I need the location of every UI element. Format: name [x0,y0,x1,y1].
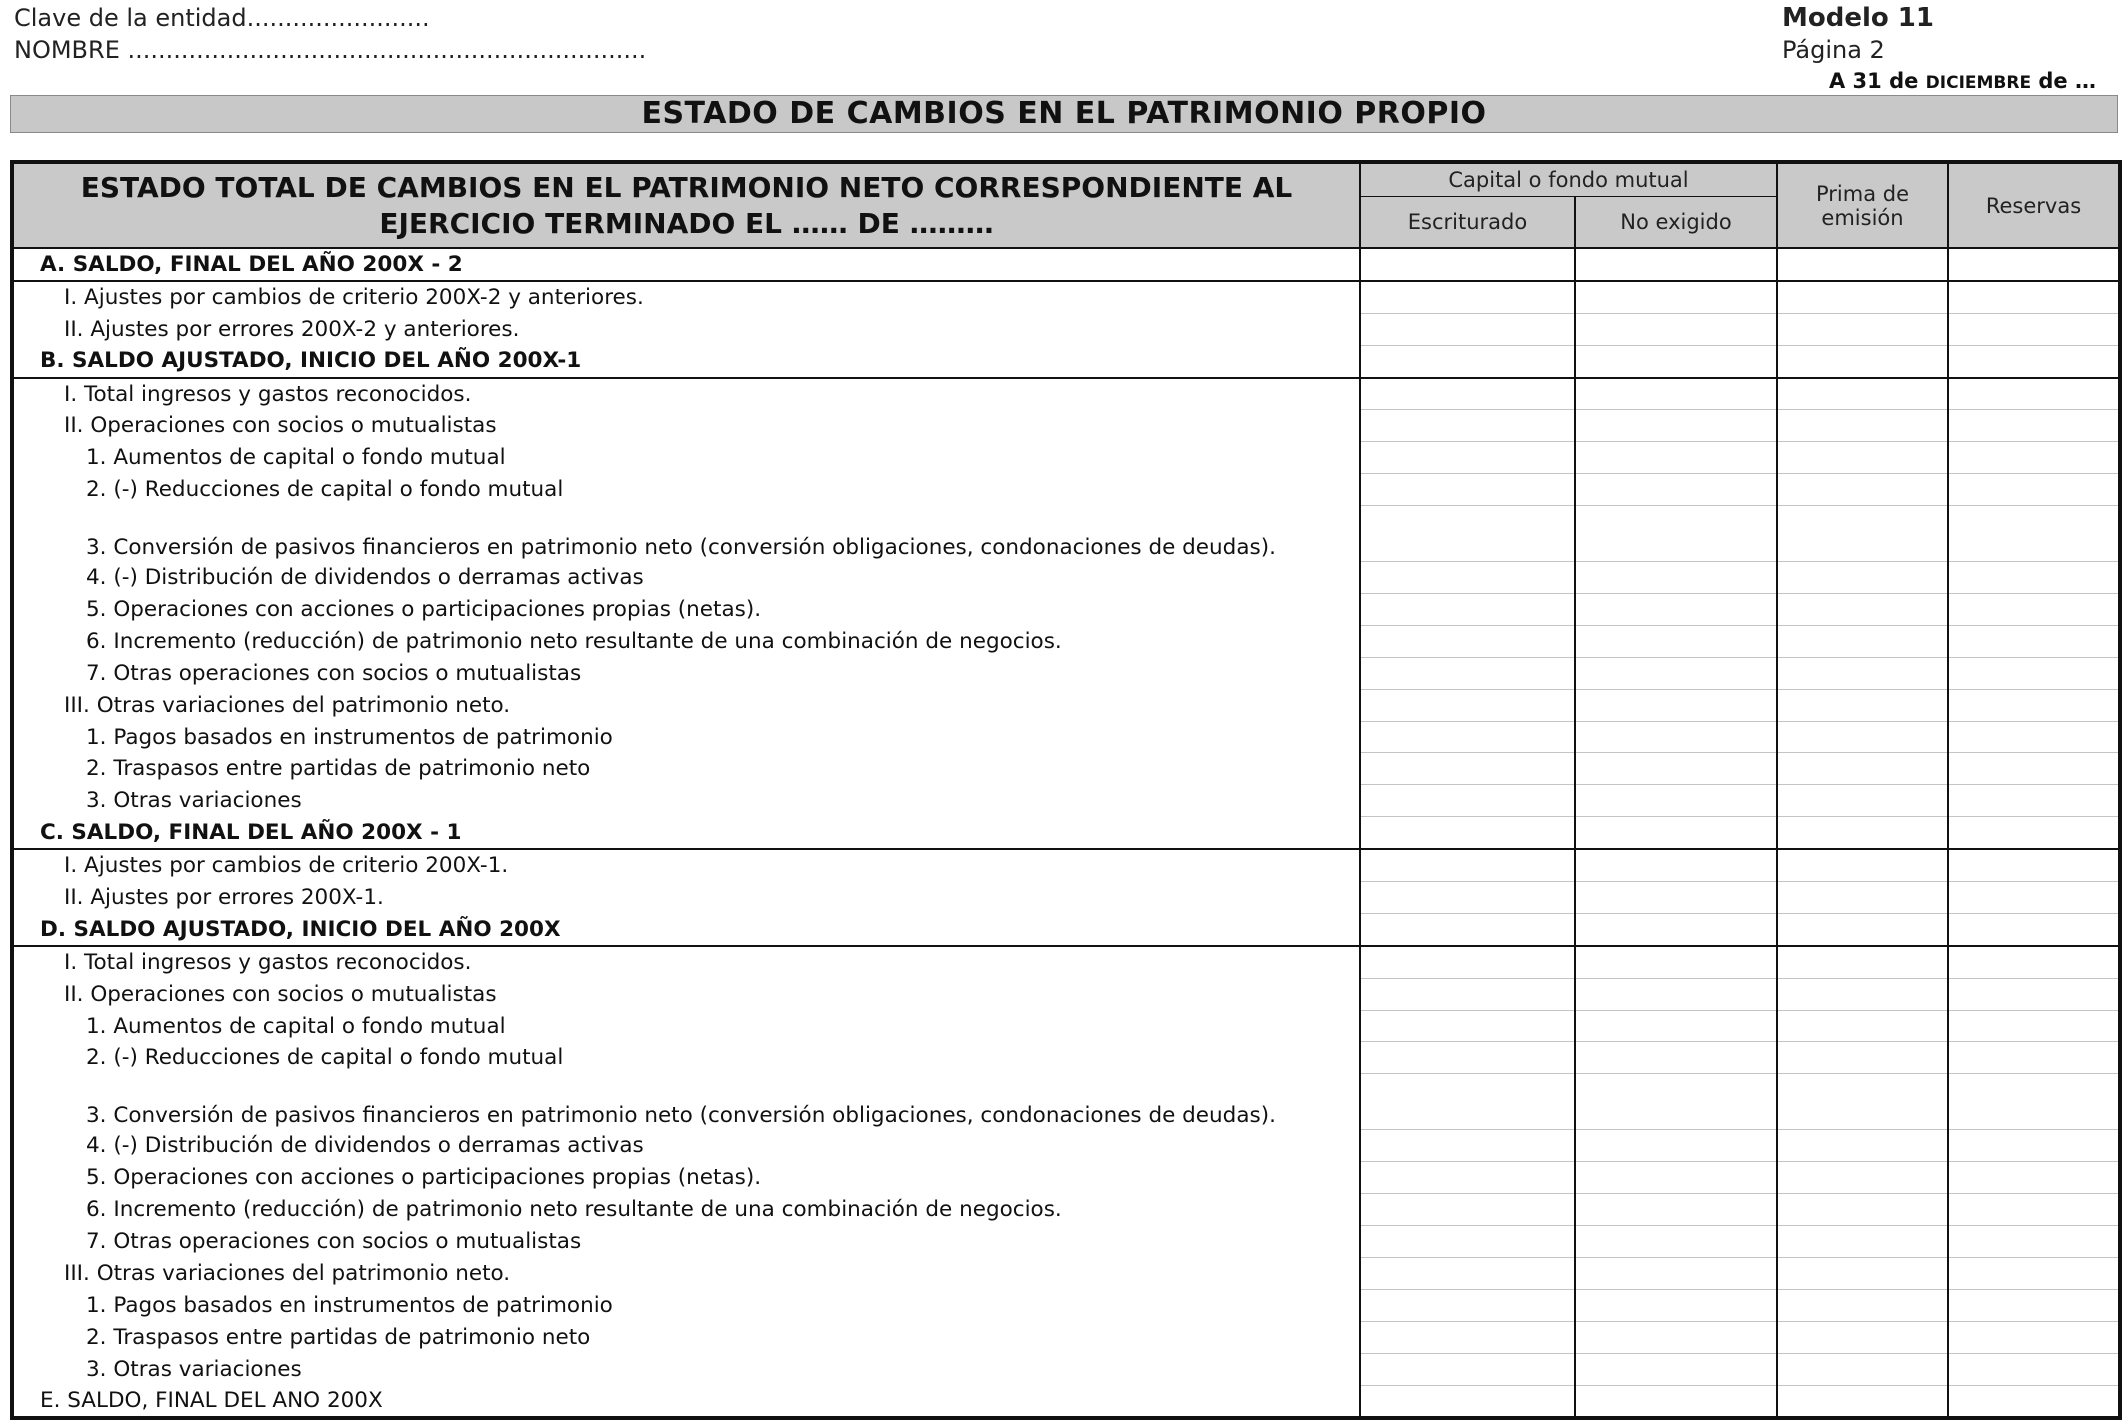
no-exigido-cell[interactable] [1575,1074,1777,1130]
row-label: 2. (-) Reducciones de capital o fondo mutual [86,477,564,503]
row-label: III. Otras variaciones del patrimonio neto. [64,692,511,718]
table-row [12,753,2120,785]
entity-header [14,2,646,66]
table-row [12,657,2120,689]
prima-emision-cell[interactable] [1777,474,1948,506]
reservas-cell[interactable] [1948,410,2120,442]
escriturado-cell[interactable] [1360,562,1575,594]
prima-emision-cell[interactable] [1777,1353,1948,1385]
no-exigido-cell[interactable] [1575,946,1777,978]
no-exigido-cell[interactable] [1575,913,1777,945]
row-label: 7. Otras operaciones con socios o mutualistas [86,660,582,686]
table-row [12,849,2120,881]
reservas-cell[interactable] [1948,562,2120,594]
prima-emision-cell[interactable] [1777,946,1948,978]
no-exigido-cell[interactable] [1575,689,1777,721]
escriturado-cell[interactable] [1360,785,1575,817]
row-label: 5. Operaciones con acciones o participaciones propias (netas). [86,1165,762,1191]
escriturado-cell[interactable] [1360,378,1575,410]
table-row [12,913,2120,945]
date-prefix: A 31 de [1828,69,1926,93]
prima-emision-cell[interactable] [1777,1194,1948,1226]
row-label: 4. (-) Distribución de dividendos o derramas activas [86,1133,644,1159]
section-row-label: D. SALDO AJUSTADO, INICIO DEL AÑO 200X [12,913,1360,945]
no-exigido-cell[interactable] [1575,1194,1777,1226]
prima-emision-cell[interactable] [1777,817,1948,849]
reservas-cell[interactable] [1948,1321,2120,1353]
row-label: 3. Otras variaciones [86,788,302,814]
row-label: II. Ajustes por errores 200X-2 y anteriores. [64,316,520,342]
table-row [12,1226,2120,1258]
row-label: 6. Incremento (reducción) de patrimonio neto resultante de una combinación de negocios. [86,628,1062,654]
no-exigido-cell[interactable] [1575,562,1777,594]
escriturado-cell[interactable] [1360,689,1575,721]
escriturado-cell[interactable] [1360,1321,1575,1353]
no-exigido-cell[interactable] [1575,1010,1777,1042]
reservas-cell[interactable] [1948,1385,2120,1418]
no-exigido-cell[interactable] [1575,1353,1777,1385]
reservas-header: Reservas [1948,162,2120,248]
no-exigido-cell[interactable] [1575,1130,1777,1162]
prima-emision-cell[interactable] [1777,1130,1948,1162]
reservas-cell[interactable] [1948,753,2120,785]
reservas-cell[interactable] [1948,1289,2120,1321]
reservas-cell[interactable] [1948,1130,2120,1162]
prima-emision-cell[interactable] [1777,849,1948,881]
no-exigido-cell[interactable] [1575,442,1777,474]
no-exigido-cell[interactable] [1575,849,1777,881]
escriturado-cell[interactable] [1360,345,1575,377]
escriturado-cell[interactable] [1360,1162,1575,1194]
table-row [12,378,2120,410]
escriturado-cell[interactable] [1360,313,1575,345]
escriturado-cell[interactable] [1360,721,1575,753]
reservas-cell[interactable] [1948,657,2120,689]
reservas-cell[interactable] [1948,1257,2120,1289]
table-row [12,1074,2120,1130]
escriturado-cell[interactable] [1360,248,1575,281]
prima-emision-cell[interactable] [1777,785,1948,817]
reservas-cell[interactable] [1948,281,2120,313]
escriturado-cell[interactable] [1360,594,1575,626]
table-row [12,1010,2120,1042]
table-row [12,882,2120,914]
no-exigido-cell[interactable] [1575,248,1777,281]
section-row-label: E. SALDO, FINAL DEL ANO 200X [40,1388,383,1414]
page-title: ESTADO DE CAMBIOS EN EL PATRIMONIO PROPIO [10,95,2118,133]
escriturado-cell[interactable] [1360,849,1575,881]
escriturado-header: Escriturado [1360,197,1575,249]
reservas-cell[interactable] [1948,849,2120,881]
reservas-cell[interactable] [1948,248,2120,281]
no-exigido-cell[interactable] [1575,474,1777,506]
reservas-cell[interactable] [1948,378,2120,410]
no-exigido-cell[interactable] [1575,410,1777,442]
report-date [1829,66,2096,98]
row-label: 6. Incremento (reducción) de patrimonio neto resultante de una combinación de negocios. [86,1197,1062,1223]
row-label: 3. Otras variaciones [86,1356,302,1382]
escriturado-cell[interactable] [1360,442,1575,474]
prima-emision-cell[interactable] [1777,594,1948,626]
date-month: DICIEMBRE [1925,73,2032,93]
reservas-cell[interactable] [1948,345,2120,377]
row-label: II. Operaciones con socios o mutualistas [64,413,497,439]
table-row [12,1194,2120,1226]
prima-emision-cell[interactable] [1777,1042,1948,1074]
prima-emision-cell[interactable] [1777,882,1948,914]
row-label: II. Ajustes por errores 200X-1. [64,884,384,910]
table-row [12,1321,2120,1353]
no-exigido-cell[interactable] [1575,1385,1777,1418]
prima-emision-cell[interactable] [1777,378,1948,410]
row-label: 7. Otras operaciones con socios o mutualistas [86,1228,582,1254]
nombre-label: NOMBRE .................................................................... [14,36,647,64]
table-body [12,248,2120,1418]
row-label: 3. Conversión de pasivos financieros en patrimonio neto (conversión obligaciones, condonaciones de deudas). [86,1102,1276,1128]
row-label: II. Operaciones con socios o mutualistas [64,981,497,1007]
modelo-label: Modelo 11 [1782,3,1934,33]
no-exigido-header: No exigido [1575,197,1777,249]
prima-emision-cell[interactable] [1777,1074,1948,1130]
row-label: 3. Conversión de pasivos financieros en patrimonio neto (conversión obligaciones, condonaciones de deudas). [86,534,1276,560]
escriturado-cell[interactable] [1360,882,1575,914]
prima-emision-cell[interactable] [1777,442,1948,474]
no-exigido-cell[interactable] [1575,313,1777,345]
no-exigido-cell[interactable] [1575,978,1777,1010]
prima-emision-cell[interactable] [1777,281,1948,313]
prima-emision-cell[interactable] [1777,1385,1948,1418]
row-label: 2. Traspasos entre partidas de patrimonio neto [86,756,591,782]
row-label: 4. (-) Distribución de dividendos o derramas activas [86,565,644,591]
no-exigido-cell[interactable] [1575,1226,1777,1258]
table-row [12,817,2120,849]
row-label: 5. Operaciones con acciones o participaciones propias (netas). [86,596,762,622]
clave-entidad-label: Clave de la entidad........................ [14,4,430,32]
escriturado-cell[interactable] [1360,1194,1575,1226]
table-row [12,1042,2120,1074]
escriturado-cell[interactable] [1360,1257,1575,1289]
table-row [12,474,2120,506]
prima-emision-cell[interactable] [1777,562,1948,594]
table-row [12,506,2120,562]
no-exigido-cell[interactable] [1575,345,1777,377]
prima-emision-cell[interactable] [1777,313,1948,345]
table-row [12,1257,2120,1289]
table-row [12,562,2120,594]
pagina-label: Página 2 [1782,36,1885,64]
row-label: 2. Traspasos entre partidas de patrimonio neto [86,1324,591,1350]
escriturado-cell[interactable] [1360,1074,1575,1130]
reservas-cell[interactable] [1948,1162,2120,1194]
prima-emision-header: Prima de emisión [1777,162,1948,248]
prima-emision-cell[interactable] [1777,625,1948,657]
row-label: I. Ajustes por cambios de criterio 200X-1. [64,853,509,879]
row-label: III. Otras variaciones del patrimonio neto. [64,1260,511,1286]
prima-emision-cell[interactable] [1777,1257,1948,1289]
table-row [12,689,2120,721]
prima-emision-cell[interactable] [1777,410,1948,442]
prima-emision-cell[interactable] [1777,506,1948,562]
no-exigido-cell[interactable] [1575,1289,1777,1321]
escriturado-cell[interactable] [1360,946,1575,978]
table-row [12,978,2120,1010]
escriturado-cell[interactable] [1360,1130,1575,1162]
escriturado-cell[interactable] [1360,978,1575,1010]
prima-emision-cell[interactable] [1777,657,1948,689]
reservas-cell[interactable] [1948,689,2120,721]
reservas-cell[interactable] [1948,313,2120,345]
no-exigido-cell[interactable] [1575,1042,1777,1074]
date-suffix: de … [2031,69,2096,93]
section-row-label: A. SALDO, FINAL DEL AÑO 200X - 2 [12,248,1360,281]
prima-emision-cell[interactable] [1777,1289,1948,1321]
no-exigido-cell[interactable] [1575,657,1777,689]
no-exigido-cell[interactable] [1575,785,1777,817]
row-label: 1. Aumentos de capital o fondo mutual [86,1013,506,1039]
no-exigido-cell[interactable] [1575,882,1777,914]
prima-emision-cell[interactable] [1777,978,1948,1010]
escriturado-cell[interactable] [1360,474,1575,506]
reservas-cell[interactable] [1948,785,2120,817]
table-row [12,410,2120,442]
prima-emision-cell[interactable] [1777,721,1948,753]
prima-emision-cell[interactable] [1777,689,1948,721]
no-exigido-cell[interactable] [1575,506,1777,562]
escriturado-cell[interactable] [1360,1226,1575,1258]
row-label: 1. Aumentos de capital o fondo mutual [86,445,506,471]
table-row [12,1162,2120,1194]
no-exigido-cell[interactable] [1575,1257,1777,1289]
table-main-header: ESTADO TOTAL DE CAMBIOS EN EL PATRIMONIO NETO CORRESPONDIENTE AL EJERCICIO TERMINADO EL …… DE ……… [12,162,1360,248]
reservas-cell[interactable] [1948,474,2120,506]
table-row [12,785,2120,817]
no-exigido-cell[interactable] [1575,721,1777,753]
no-exigido-cell[interactable] [1575,1321,1777,1353]
table-row [12,721,2120,753]
reservas-cell[interactable] [1948,978,2120,1010]
no-exigido-cell[interactable] [1575,1162,1777,1194]
escriturado-cell[interactable] [1360,410,1575,442]
no-exigido-cell[interactable] [1575,625,1777,657]
no-exigido-cell[interactable] [1575,281,1777,313]
row-label: I. Total ingresos y gastos reconocidos. [64,381,472,407]
reservas-cell[interactable] [1948,442,2120,474]
reservas-cell[interactable] [1948,1353,2120,1385]
reservas-cell[interactable] [1948,882,2120,914]
model-header [1782,2,1934,66]
reservas-cell[interactable] [1948,506,2120,562]
table-row [12,345,2120,377]
prima-emision-cell[interactable] [1777,1321,1948,1353]
table-row [12,946,2120,978]
escriturado-cell[interactable] [1360,753,1575,785]
escriturado-cell[interactable] [1360,1042,1575,1074]
escriturado-cell[interactable] [1360,1010,1575,1042]
table-row [12,594,2120,626]
escriturado-cell[interactable] [1360,1289,1575,1321]
reservas-cell[interactable] [1948,946,2120,978]
table-row [12,313,2120,345]
prima-emision-cell[interactable] [1777,1010,1948,1042]
escriturado-cell[interactable] [1360,817,1575,849]
reservas-cell[interactable] [1948,721,2120,753]
row-label: I. Total ingresos y gastos reconocidos. [64,950,472,975]
no-exigido-cell[interactable] [1575,594,1777,626]
reservas-cell[interactable] [1948,1042,2120,1074]
escriturado-cell[interactable] [1360,281,1575,313]
reservas-cell[interactable] [1948,913,2120,945]
table-row [12,281,2120,313]
prima-emision-cell[interactable] [1777,345,1948,377]
prima-emision-cell[interactable] [1777,753,1948,785]
table-row [12,248,2120,281]
prima-emision-cell[interactable] [1777,913,1948,945]
table-row [12,1385,2120,1418]
equity-changes-table [10,160,2122,1420]
capital-group-header: Capital o fondo mutual [1360,162,1777,197]
escriturado-cell[interactable] [1360,913,1575,945]
reservas-cell[interactable] [1948,1074,2120,1130]
table-row [12,1289,2120,1321]
table-row [12,1130,2120,1162]
prima-emision-cell[interactable] [1777,1162,1948,1194]
no-exigido-cell[interactable] [1575,753,1777,785]
escriturado-cell[interactable] [1360,625,1575,657]
escriturado-cell[interactable] [1360,1385,1575,1418]
section-row-label: B. SALDO AJUSTADO, INICIO DEL AÑO 200X-1 [12,345,1360,377]
row-label: 1. Pagos basados en instrumentos de patrimonio [86,1292,613,1318]
reservas-cell[interactable] [1948,1194,2120,1226]
table-row [12,442,2120,474]
reservas-cell[interactable] [1948,1226,2120,1258]
row-label: 1. Pagos basados en instrumentos de patrimonio [86,724,613,750]
reservas-cell[interactable] [1948,594,2120,626]
table-row [12,625,2120,657]
no-exigido-cell[interactable] [1575,817,1777,849]
escriturado-cell[interactable] [1360,657,1575,689]
section-row-label: C. SALDO, FINAL DEL AÑO 200X - 1 [12,817,1360,849]
row-label: 2. (-) Reducciones de capital o fondo mutual [86,1045,564,1071]
table-row [12,1353,2120,1385]
prima-emision-cell[interactable] [1777,1226,1948,1258]
no-exigido-cell[interactable] [1575,378,1777,410]
escriturado-cell[interactable] [1360,1353,1575,1385]
reservas-cell[interactable] [1948,625,2120,657]
row-label: I. Ajustes por cambios de criterio 200X-2 y anteriores. [64,285,644,311]
reservas-cell[interactable] [1948,1010,2120,1042]
prima-emision-cell[interactable] [1777,248,1948,281]
reservas-cell[interactable] [1948,817,2120,849]
escriturado-cell[interactable] [1360,506,1575,562]
